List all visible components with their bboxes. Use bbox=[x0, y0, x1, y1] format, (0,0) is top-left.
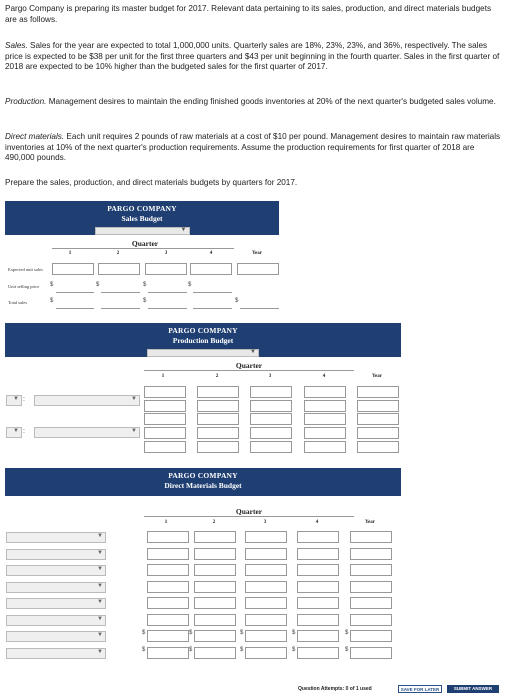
production-col-4: 4 bbox=[322, 374, 326, 379]
sales-total-q4[interactable] bbox=[193, 297, 232, 309]
sales-total-q3[interactable] bbox=[148, 297, 187, 309]
sales-total-year[interactable] bbox=[240, 297, 279, 309]
production-cell[interactable] bbox=[304, 400, 346, 412]
sales-row-expected-units: Expected unit sales bbox=[8, 267, 43, 272]
row-label-select[interactable] bbox=[6, 648, 106, 659]
dollar-sign: $ bbox=[189, 630, 193, 636]
row-label-select[interactable] bbox=[6, 582, 106, 593]
dollar-sign: $ bbox=[143, 282, 147, 288]
materials-cell[interactable] bbox=[147, 531, 189, 543]
attempts-label: Question Attempts: 0 of 1 used bbox=[298, 686, 372, 692]
save-for-later-button[interactable]: SAVE FOR LATER bbox=[398, 685, 442, 693]
chevron-down-icon: ▼ bbox=[97, 550, 103, 556]
sales-price-q3[interactable] bbox=[148, 281, 187, 293]
row-label-select[interactable] bbox=[6, 395, 22, 406]
sales-quarter-rule bbox=[52, 248, 234, 249]
materials-cell[interactable] bbox=[147, 647, 189, 659]
row-label-select[interactable] bbox=[6, 565, 106, 576]
sales-units-year[interactable] bbox=[237, 263, 279, 275]
materials-text: Each unit requires 2 pounds of raw materials at a cost of $10 per pound. Management desires to maintain raw materials inventories at 10% of the next quarter's production requirements. Assume the production requirements for first quarter of 2018 are 490,000 pounds. bbox=[5, 132, 501, 163]
sales-lead: Sales. bbox=[5, 41, 28, 50]
materials-cell[interactable] bbox=[297, 630, 339, 642]
sales-col-year: Year bbox=[252, 251, 262, 256]
materials-cell[interactable] bbox=[194, 597, 236, 609]
materials-quarter-label: Quarter bbox=[235, 507, 263, 516]
production-cell[interactable] bbox=[250, 413, 292, 425]
materials-cell[interactable] bbox=[194, 647, 236, 659]
materials-cell[interactable] bbox=[194, 564, 236, 576]
sales-col-3: 3 bbox=[164, 251, 168, 256]
dollar-sign: $ bbox=[240, 647, 244, 653]
row-label-select[interactable] bbox=[6, 427, 22, 438]
sales-budget-title: Sales Budget bbox=[121, 213, 163, 223]
production-quarter-rule bbox=[144, 370, 354, 371]
materials-cell[interactable] bbox=[245, 581, 287, 593]
production-cell[interactable] bbox=[197, 441, 239, 453]
sales-paragraph bbox=[5, 41, 505, 73]
materials-cell[interactable] bbox=[245, 630, 287, 642]
materials-cell[interactable] bbox=[350, 647, 392, 659]
production-cell[interactable] bbox=[357, 413, 399, 425]
materials-cell[interactable] bbox=[147, 630, 189, 642]
materials-cell[interactable] bbox=[194, 531, 236, 543]
materials-cell[interactable] bbox=[245, 597, 287, 609]
production-budget-title: Production Budget bbox=[172, 335, 234, 345]
materials-cell[interactable] bbox=[194, 581, 236, 593]
chevron-down-icon: ▼ bbox=[97, 566, 103, 572]
materials-cell[interactable] bbox=[245, 614, 287, 626]
colon-separator: : bbox=[23, 396, 25, 403]
materials-col-3: 3 bbox=[263, 520, 267, 525]
materials-cell[interactable] bbox=[350, 531, 392, 543]
production-col-1: 1 bbox=[161, 374, 165, 379]
submit-answer-button[interactable]: SUBMIT ANSWER bbox=[447, 685, 499, 693]
materials-cell[interactable] bbox=[194, 614, 236, 626]
production-col-year: Year bbox=[372, 374, 382, 379]
instruction-text: Prepare the sales, production, and direct materials budgets by quarters for 2017. bbox=[5, 178, 298, 187]
dollar-sign: $ bbox=[96, 282, 100, 288]
materials-cell[interactable] bbox=[147, 548, 189, 560]
production-col-2: 2 bbox=[215, 374, 219, 379]
sales-col-1: 1 bbox=[68, 251, 72, 256]
row-label-select[interactable] bbox=[6, 549, 106, 560]
dollar-sign: $ bbox=[240, 630, 244, 636]
production-col-3: 3 bbox=[268, 374, 272, 379]
materials-cell[interactable] bbox=[350, 630, 392, 642]
materials-cell[interactable] bbox=[350, 581, 392, 593]
materials-col-year: Year bbox=[365, 520, 375, 525]
production-text: Management desires to maintain the ending finished goods inventories at 20% of the next quarter's budgeted sales volume. bbox=[46, 97, 496, 106]
dollar-sign: $ bbox=[345, 630, 349, 636]
sales-row-total-sales: Total sales bbox=[8, 300, 28, 305]
sales-units-q3[interactable] bbox=[145, 263, 187, 275]
dollar-sign: $ bbox=[142, 647, 146, 653]
production-cell[interactable] bbox=[197, 400, 239, 412]
production-cell[interactable] bbox=[250, 441, 292, 453]
chevron-down-icon: ▼ bbox=[97, 533, 103, 539]
chevron-down-icon: ▼ bbox=[131, 396, 137, 402]
chevron-down-icon: ▼ bbox=[97, 616, 103, 622]
materials-col-2: 2 bbox=[212, 520, 216, 525]
row-label-select[interactable] bbox=[6, 631, 106, 642]
row-label-select[interactable] bbox=[6, 532, 106, 543]
materials-company: PARGO COMPANY bbox=[168, 471, 238, 480]
materials-cell[interactable] bbox=[245, 548, 287, 560]
production-cell[interactable] bbox=[197, 386, 239, 398]
production-cell[interactable] bbox=[357, 386, 399, 398]
production-cell[interactable] bbox=[144, 427, 186, 439]
chevron-down-icon: ▼ bbox=[97, 583, 103, 589]
materials-cell[interactable] bbox=[350, 548, 392, 560]
chevron-down-icon: ▼ bbox=[97, 649, 103, 655]
materials-cell[interactable] bbox=[297, 597, 339, 609]
materials-quarter-rule bbox=[144, 516, 354, 517]
materials-cell[interactable] bbox=[147, 597, 189, 609]
dollar-sign: $ bbox=[292, 630, 296, 636]
dollar-sign: $ bbox=[50, 298, 54, 304]
sales-price-q2[interactable] bbox=[101, 281, 140, 293]
materials-cell[interactable] bbox=[194, 548, 236, 560]
row-label-select[interactable] bbox=[34, 427, 140, 438]
materials-cell[interactable] bbox=[245, 531, 287, 543]
chevron-down-icon: ▼ bbox=[13, 428, 19, 434]
sales-company: PARGO COMPANY bbox=[107, 204, 177, 213]
dollar-sign: $ bbox=[292, 647, 296, 653]
materials-cell[interactable] bbox=[297, 581, 339, 593]
materials-cell[interactable] bbox=[147, 581, 189, 593]
sales-price-q4[interactable] bbox=[193, 281, 232, 293]
production-budget-header bbox=[5, 323, 401, 357]
sales-total-q2[interactable] bbox=[101, 297, 140, 309]
materials-budget-header bbox=[5, 468, 401, 496]
materials-cell[interactable] bbox=[297, 531, 339, 543]
production-cell[interactable] bbox=[357, 400, 399, 412]
materials-lead: Direct materials. bbox=[5, 132, 65, 141]
materials-col-1: 1 bbox=[164, 520, 168, 525]
materials-cell[interactable] bbox=[350, 614, 392, 626]
materials-cell[interactable] bbox=[297, 614, 339, 626]
materials-paragraph bbox=[5, 132, 505, 164]
attempts-text bbox=[298, 686, 372, 693]
materials-cell[interactable] bbox=[194, 630, 236, 642]
intro-text: Pargo Company is preparing its master budget for 2017. Relevant data pertaining to its sales, production, and direct materials budgets are as follows. bbox=[5, 4, 492, 24]
production-cell[interactable] bbox=[304, 427, 346, 439]
production-cell[interactable] bbox=[250, 400, 292, 412]
row-label-select[interactable] bbox=[6, 615, 106, 626]
dollar-sign: $ bbox=[142, 630, 146, 636]
materials-cell[interactable] bbox=[297, 564, 339, 576]
production-cell[interactable] bbox=[144, 400, 186, 412]
sales-units-q1[interactable] bbox=[52, 263, 94, 275]
materials-cell[interactable] bbox=[297, 647, 339, 659]
sales-units-q4[interactable] bbox=[190, 263, 232, 275]
dollar-sign: $ bbox=[50, 282, 54, 288]
materials-cell[interactable] bbox=[350, 564, 392, 576]
production-company: PARGO COMPANY bbox=[168, 326, 238, 335]
production-cell[interactable] bbox=[304, 413, 346, 425]
chevron-down-icon: ▼ bbox=[131, 428, 137, 434]
sales-quarter-label: Quarter bbox=[131, 239, 159, 248]
production-cell[interactable] bbox=[144, 386, 186, 398]
materials-cell[interactable] bbox=[147, 564, 189, 576]
materials-budget-title: Direct Materials Budget bbox=[164, 480, 242, 490]
production-cell[interactable] bbox=[304, 386, 346, 398]
production-cell[interactable] bbox=[250, 386, 292, 398]
sales-price-q1[interactable] bbox=[56, 281, 94, 293]
sales-col-4: 4 bbox=[209, 251, 213, 256]
chevron-down-icon: ▼ bbox=[180, 226, 187, 233]
dollar-sign: $ bbox=[188, 282, 192, 288]
dollar-sign: $ bbox=[345, 647, 349, 653]
sales-period-select[interactable] bbox=[95, 227, 190, 235]
materials-cell[interactable] bbox=[147, 614, 189, 626]
production-cell[interactable] bbox=[144, 441, 186, 453]
production-cell[interactable] bbox=[357, 441, 399, 453]
materials-cell[interactable] bbox=[245, 647, 287, 659]
production-cell[interactable] bbox=[250, 427, 292, 439]
materials-col-4: 4 bbox=[315, 520, 319, 525]
production-period-select[interactable] bbox=[147, 349, 259, 357]
materials-cell[interactable] bbox=[245, 564, 287, 576]
chevron-down-icon: ▼ bbox=[97, 632, 103, 638]
sales-budget-header bbox=[5, 201, 279, 235]
chevron-down-icon: ▼ bbox=[250, 348, 256, 355]
dollar-sign: $ bbox=[235, 298, 239, 304]
row-label-select[interactable] bbox=[6, 598, 106, 609]
sales-total-q1[interactable] bbox=[56, 297, 94, 309]
chevron-down-icon: ▼ bbox=[13, 396, 19, 402]
sales-text: Sales for the year are expected to total 1,000,000 units. Quarterly sales are 18%, 23%, 23%, and 36%, respectively. The sales price is expected to be $38 per unit for the first three quarters and $43 per unit beginning in the fourth quarter. Sales in the first quarter of 2018 are expected to be 10% higher than the budgeted sales for the first quarter of 2017. bbox=[5, 41, 500, 72]
production-paragraph bbox=[5, 97, 505, 108]
sales-units-q2[interactable] bbox=[98, 263, 140, 275]
materials-cell[interactable] bbox=[350, 597, 392, 609]
colon-separator: : bbox=[23, 428, 25, 435]
chevron-down-icon: ▼ bbox=[97, 599, 103, 605]
materials-cell[interactable] bbox=[297, 548, 339, 560]
row-label-select[interactable] bbox=[34, 395, 140, 406]
sales-col-2: 2 bbox=[116, 251, 120, 256]
production-lead: Production. bbox=[5, 97, 47, 106]
production-cell[interactable] bbox=[144, 413, 186, 425]
production-cell[interactable] bbox=[197, 427, 239, 439]
dollar-sign: $ bbox=[189, 647, 193, 653]
production-cell[interactable] bbox=[357, 427, 399, 439]
production-quarter-label: Quarter bbox=[235, 361, 263, 370]
dollar-sign: $ bbox=[143, 298, 147, 304]
production-cell[interactable] bbox=[197, 413, 239, 425]
sales-row-unit-price: Unit selling price bbox=[8, 284, 40, 289]
production-cell[interactable] bbox=[304, 441, 346, 453]
